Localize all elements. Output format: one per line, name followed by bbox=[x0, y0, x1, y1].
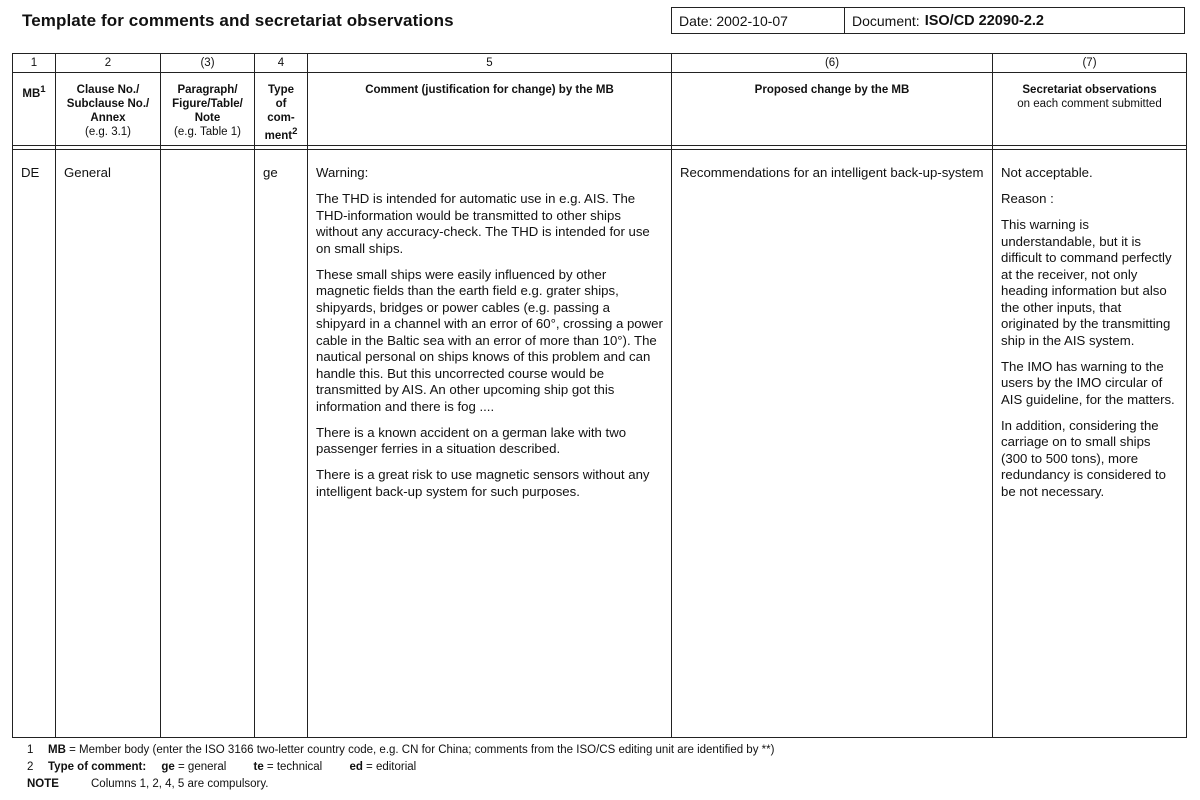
proposed-paragraph: Recommendations for an intelligent back-up-system bbox=[680, 165, 984, 180]
date-field: Date: 2002-10-07 bbox=[672, 8, 845, 33]
comment-paragraph: Warning: bbox=[316, 165, 369, 180]
comment-paragraph: The THD is intended for automatic use in e.g. AIS. The THD-information would be transmitted to other ships without any accuracy-check. The THD is intended for use on small ships. bbox=[316, 191, 650, 256]
column-header-row bbox=[13, 73, 1187, 146]
cell-clause: General bbox=[56, 150, 161, 738]
header-clause: Clause No./ Subclause No./ Annex (e.g. 3.1) bbox=[56, 73, 161, 146]
cell-comment bbox=[308, 150, 672, 738]
column-number: 1 bbox=[13, 54, 56, 73]
footnote-note: NOTE Columns 1, 2, 4, 5 are compulsory. bbox=[27, 778, 269, 790]
column-number: (7) bbox=[993, 54, 1187, 73]
page-title: Template for comments and secretariat observations bbox=[22, 11, 454, 30]
secretariat-paragraph: In addition, considering the carriage on to small ships (300 to 500 tons), more redundancy is considered to be not necessary. bbox=[1001, 417, 1166, 499]
cell-mb: DE bbox=[13, 150, 56, 738]
secretariat-paragraph: Not acceptable. bbox=[1001, 165, 1093, 180]
document-meta-box bbox=[671, 7, 1185, 34]
column-number: (3) bbox=[161, 54, 255, 73]
comment-paragraph: These small ships were easily influenced by other magnetic fields than the earth field e.g. grater ships, shipyards, bridges or power cables (e.g. passing a shipyard in a channel with an error of 60°, crossing a power cable in the Baltic sea with an error of more than 10°). The nautical personal on ships knows of this problem and can handle this. But this uncorrected course would be transmitted by AIS. An other upcoming ship got this information and there is fog .... bbox=[316, 266, 663, 414]
comment-paragraph: There is a great risk to use magnetic sensors without any intelligent back-up system for such purposes. bbox=[316, 467, 650, 499]
footnote-2: 2 Type of comment: ge = general te = technical ed = editorial bbox=[27, 761, 417, 773]
header-paragraph: Paragraph/ Figure/Table/ Note (e.g. Table 1) bbox=[161, 73, 255, 146]
column-number: 4 bbox=[255, 54, 308, 73]
secretariat-paragraph: This warning is understandable, but it is difficult to command perfectly at the receiver, not only heading information but also the other inputs, that originated by the transmitting ship in the AIS system. bbox=[1001, 217, 1172, 348]
document-field bbox=[845, 8, 1184, 33]
cell-type: ge bbox=[255, 150, 308, 738]
comment-paragraph: There is a known accident on a german lake with two passenger ferries in a situation described. bbox=[316, 424, 627, 456]
document-label: Document: bbox=[852, 12, 920, 29]
cell-proposed-change bbox=[672, 150, 993, 738]
header-comment: Comment (justification for change) by the MB bbox=[308, 73, 672, 146]
footnotes bbox=[27, 742, 774, 793]
header-secretariat: Secretariat observations on each comment submitted bbox=[993, 73, 1187, 146]
header-mb: $MB^1$ bbox=[13, 73, 56, 146]
column-number: 5 bbox=[308, 54, 672, 73]
header-type-of-comment: Type of com- ment$^2$ bbox=[255, 73, 308, 146]
column-number: (6) bbox=[672, 54, 993, 73]
column-number: 2 bbox=[56, 54, 161, 73]
comments-table bbox=[12, 53, 1187, 738]
footnote-1: 1 MB = Member body (enter the ISO 3166 two-letter country code, e.g. CN for China; comments from the ISO/CS editing unit are identified by **) bbox=[27, 744, 775, 756]
header-proposed-change: Proposed change by the MB bbox=[672, 73, 993, 146]
secretariat-paragraph: The IMO has warning to the users by the IMO circular of AIS guideline, for the matters. bbox=[1001, 358, 1175, 407]
secretariat-paragraph: Reason : bbox=[1001, 191, 1054, 206]
cell-paragraph bbox=[161, 150, 255, 738]
column-number-row bbox=[13, 54, 1187, 73]
table-row bbox=[13, 150, 1187, 738]
document-id: ISO/CD 22090-2.2 bbox=[924, 12, 1044, 29]
cell-secretariat bbox=[993, 150, 1187, 738]
